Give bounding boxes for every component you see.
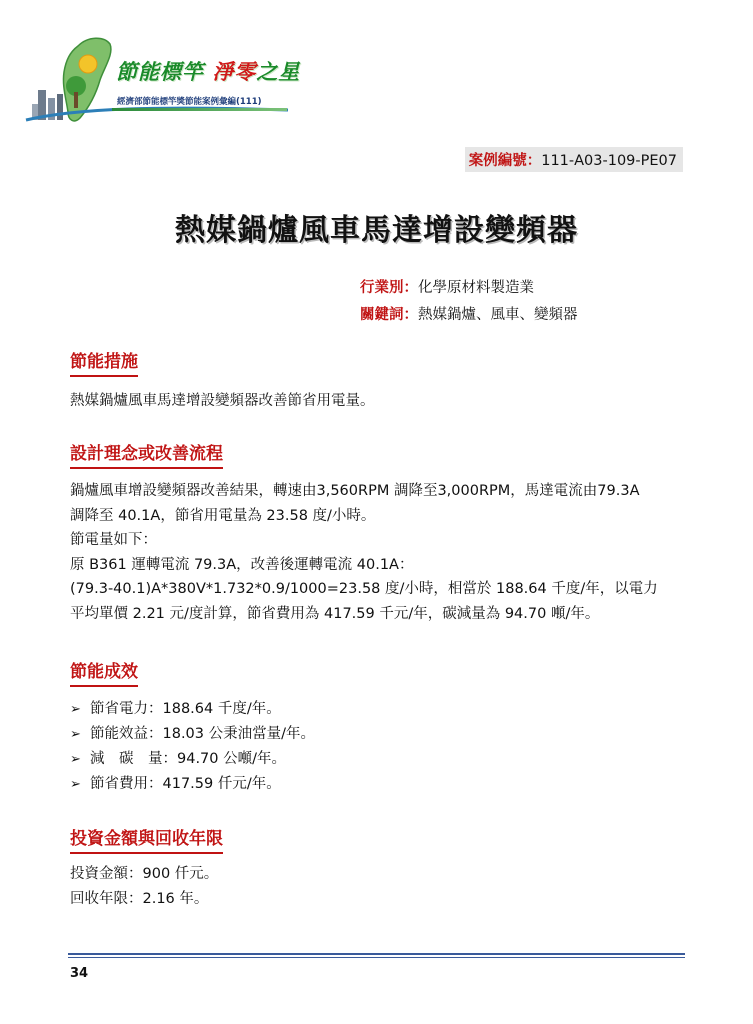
logo-title-part-1: 節能: [116, 59, 160, 84]
case-number-value: 111-A03-109-PE07: [541, 153, 677, 169]
investment-line: 回收年限：2.16 年。: [70, 890, 209, 907]
meta-industry: [360, 276, 534, 297]
section-heading-design: 設計理念或改善流程: [70, 439, 223, 469]
footer-rule: [68, 953, 685, 955]
design-line: 節電量如下：: [70, 532, 157, 548]
meta-keywords: [360, 303, 578, 324]
logo-title: [116, 56, 300, 86]
document-title: 熱媒鍋爐風車馬達增設變頻器: [175, 213, 578, 248]
result-text: 節省費用：417.59 仟元/年。: [90, 776, 281, 792]
arrow-bullet-icon: ➢: [70, 777, 81, 792]
result-item: [70, 772, 281, 793]
logo-title-part-4: 之星: [256, 59, 301, 84]
result-item: [70, 697, 281, 718]
keywords-value: 熱媒鍋爐、風車、變頻器: [418, 307, 578, 323]
section-heading-measure: 節能措施: [70, 347, 138, 377]
investment-paragraph: [70, 862, 690, 911]
industry-label: 行業別：: [360, 280, 418, 296]
result-text: 節能效益：18.03 公秉油當量/年。: [90, 726, 316, 742]
section-heading-results: 節能成效: [70, 657, 138, 687]
design-line: 平均單價 2.21 元/度計算，節省費用為 417.59 千元/年，碳減量為 94.70 噸/年。: [70, 605, 600, 622]
result-text: 減 碳 量：94.70 公噸/年。: [90, 751, 287, 767]
arrow-bullet-icon: ➢: [70, 727, 81, 742]
section-heading-investment: 投資金額與回收年限: [70, 824, 223, 854]
arrow-bullet-icon: ➢: [70, 752, 81, 767]
arrow-bullet-icon: ➢: [70, 702, 81, 717]
result-item: [70, 722, 315, 743]
design-line: 原 B361 運轉電流 79.3A，改善後運轉電流 40.1A：: [70, 556, 414, 573]
design-paragraph: [70, 479, 690, 626]
design-line: 調降至 40.1A，節省用電量為 23.58 度/小時。: [70, 507, 376, 524]
footer-rule-thin: [68, 957, 685, 958]
design-line: (79.3-40.1)A*380V*1.732*0.9/1000=23.58 度/小時，相當於 188.64 千度/年，以電力: [70, 581, 658, 597]
case-number-label: 案例編號：: [468, 153, 542, 169]
keywords-label: 關鍵詞：: [360, 307, 418, 323]
page-number: 34: [70, 966, 89, 981]
design-line: 鍋爐風車增設變頻器改善結果，轉速由3,560RPM 調降至3,000RPM，馬達電流由79.3A: [70, 483, 640, 499]
logo-underline: [112, 108, 287, 111]
case-number: [465, 147, 683, 172]
industry-value: 化學原材料製造業: [418, 280, 534, 296]
investment-line: 投資金額：900 仟元。: [70, 866, 219, 882]
logo-title-part-3: 淨零: [212, 59, 257, 84]
logo-title-part-2: 標竿: [160, 59, 204, 84]
logo-subtitle: 經濟部節能標竿獎節能案例彙編(111): [117, 97, 262, 107]
sun-icon: [79, 55, 97, 73]
result-text: 節省電力：188.64 千度/年。: [90, 701, 281, 717]
result-item: [70, 747, 286, 768]
measure-text: 熱媒鍋爐風車馬達增設變頻器改善節省用電量。: [70, 393, 375, 409]
